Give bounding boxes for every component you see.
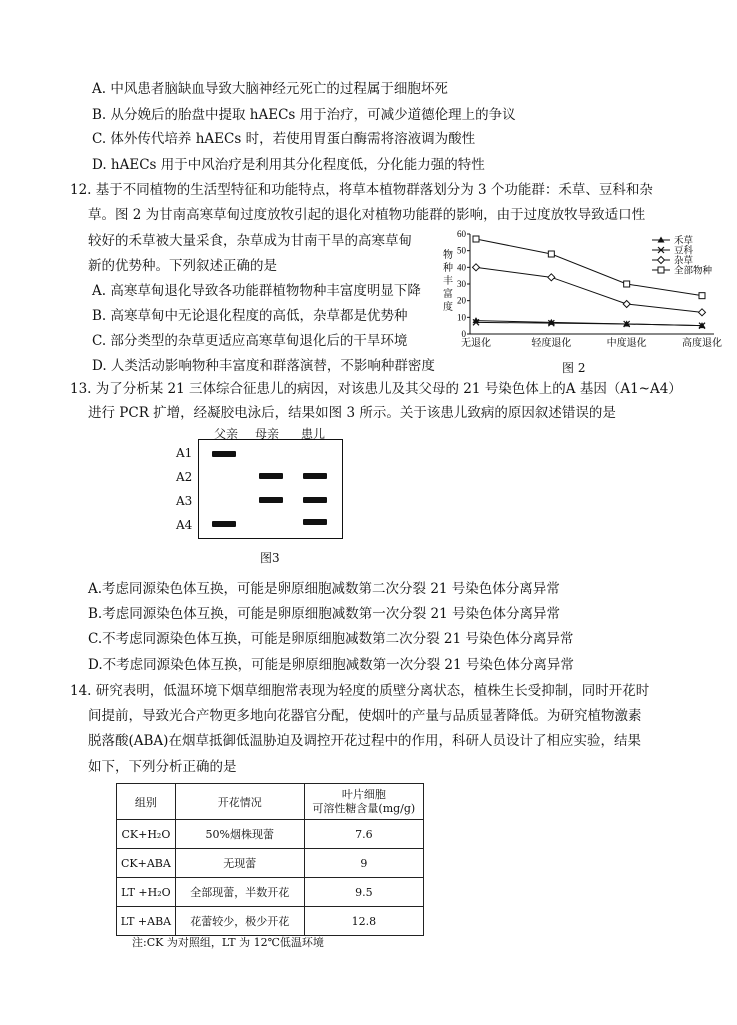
legend-marker xyxy=(658,267,664,273)
gel-band-mother-a3 xyxy=(259,497,283,503)
x-tick-label: 无退化 xyxy=(461,338,491,349)
data-point xyxy=(699,309,706,316)
series-line-3 xyxy=(476,239,702,296)
table-cell-sugar: 9.5 xyxy=(304,878,423,907)
q12-option-b: B. 高寒草甸中无论退化程度的高低，杂草都是优势种 xyxy=(92,308,408,324)
table-cell-sugar: 7.6 xyxy=(304,820,423,849)
gel-column-father: 父亲 xyxy=(214,427,239,441)
table-cell-group: LT +ABA xyxy=(117,907,176,936)
y-axis-label-char: 度 xyxy=(443,302,453,313)
q14-stem-line-4: 如下，下列分析正确的是 xyxy=(88,759,237,775)
table-cell-group: LT +H₂O xyxy=(117,878,176,907)
q14-stem-line-3: 脱落酸(ABA)在烟草抵御低温胁迫及调控开花过程中的作用，科研人员设计了相应实验，结果 xyxy=(88,733,641,749)
table-cell-flowering: 花蕾较少，极少开花 xyxy=(175,907,304,936)
table-row xyxy=(117,820,424,849)
table-header-sugar-line-1: 叶片细胞 xyxy=(341,787,386,801)
data-point xyxy=(623,301,630,308)
q11-option-c: C. 体外传代培养 hAECs 时，若使用胃蛋白酶需将溶液调为酸性 xyxy=(92,131,476,147)
y-tick-label: 30 xyxy=(457,279,466,289)
gel-row-a4: A4 xyxy=(176,518,193,532)
gel-band-child-a3 xyxy=(303,497,327,503)
q12-option-c: C. 部分类型的杂草更适应高寒草甸退化后的干旱环境 xyxy=(92,333,408,349)
q13-option-d: D.不考虑同源染色体互换，可能是卵原细胞减数第一次分裂 21 号染色体分离异常 xyxy=(88,657,574,673)
series-line-2 xyxy=(476,267,702,312)
y-axis-label-char: 丰 xyxy=(443,276,453,287)
y-tick-label: 40 xyxy=(457,262,466,273)
table-cell-flowering: 全部现蕾，半数开花 xyxy=(175,878,304,907)
q13-option-c: C.不考虑同源染色体互换，可能是卵原细胞减数第二次分裂 21 号染色体分离异常 xyxy=(88,631,574,647)
gel-column-child: 患儿 xyxy=(301,427,326,441)
table-cell-flowering: 50%烟株现蕾 xyxy=(175,820,304,849)
data-point xyxy=(548,251,554,257)
legend-label: 豆科 xyxy=(674,246,694,257)
q12-stem-line-2: 草。图 2 为甘南高寒草甸过度放牧引起的退化对植物功能群的影响，由于过度放牧导致适口性 xyxy=(88,207,646,223)
table-header-sugar-line-2: 可溶性糖含量(mg/g) xyxy=(312,801,416,815)
table-header-sugar xyxy=(304,784,423,820)
table-row xyxy=(117,907,424,936)
gel-band-child-a4 xyxy=(303,519,327,525)
q13-option-b: B.考虑同源染色体互换，可能是卵原细胞减数第一次分裂 21 号染色体分离异常 xyxy=(88,606,560,622)
gel-column-mother: 母亲 xyxy=(255,427,280,441)
gel-band-child-a2 xyxy=(303,473,327,479)
data-point xyxy=(624,281,630,287)
q12-option-a: A. 高寒草甸退化导致各功能群植物物种丰富度明显下降 xyxy=(92,283,421,299)
q12-stem-line-3: 较好的禾草被大量采食，杂草成为甘南干旱的高寒草甸 xyxy=(88,233,412,249)
gel-row-a3: A3 xyxy=(176,494,193,508)
gel-band-father-a4 xyxy=(212,521,236,527)
figure-3-caption: 图3 xyxy=(260,551,280,565)
x-tick-label: 高度退化 xyxy=(682,338,722,349)
q12-option-d: D. 人类活动影响物种丰富度和群落演替，不影响种群密度 xyxy=(92,358,435,374)
y-tick-label: 10 xyxy=(457,312,466,323)
x-tick-label: 中度退化 xyxy=(606,338,647,349)
q13-stem-line-2: 进行 PCR 扩增，经凝胶电泳后，结果如图 3 所示。关于该患儿致病的原因叙述错误的是 xyxy=(88,405,616,421)
gel-row-a1: A1 xyxy=(176,446,193,460)
gel-row-a2: A2 xyxy=(176,470,193,484)
q13-option-a: A.考虑同源染色体互换，可能是卵原细胞减数第二次分裂 21 号染色体分离异常 xyxy=(88,581,560,597)
y-axis-label-char: 物 xyxy=(443,250,453,261)
x-tick-label: 轻度退化 xyxy=(531,338,572,349)
gel-band-father-a1 xyxy=(212,451,236,457)
q11-option-b: B. 从分娩后的胎盘中提取 hAECs 用于治疗，可减少道德伦理上的争议 xyxy=(92,107,516,123)
legend-label: 杂草 xyxy=(674,256,694,267)
legend-label: 全部物种 xyxy=(674,266,713,277)
y-tick-label: 0 xyxy=(461,329,466,339)
y-tick-label: 50 xyxy=(457,245,466,256)
table-cell-group: CK+ABA xyxy=(117,849,176,878)
aba-experiment-table xyxy=(116,783,424,936)
y-axis-label-char: 富 xyxy=(443,289,453,300)
table-header-flowering: 开花情况 xyxy=(175,784,304,820)
table-cell-group: CK+H₂O xyxy=(117,820,176,849)
table-cell-sugar: 12.8 xyxy=(304,907,423,936)
table-cell-sugar: 9 xyxy=(304,849,423,878)
data-point xyxy=(473,264,480,271)
y-axis-label-char: 种 xyxy=(443,263,453,274)
q11-option-a: A. 中风患者脑缺血导致大脑神经元死亡的过程属于细胞坏死 xyxy=(92,81,448,97)
table-cell-flowering: 无现蕾 xyxy=(175,849,304,878)
data-point xyxy=(473,236,479,242)
legend-label: 禾草 xyxy=(674,236,694,247)
data-point xyxy=(699,293,705,299)
q12-stem-line-1: 12. 基于不同植物的生活型特征和功能特点，将草本植物群落划分为 3 个功能群：禾草、豆科和杂 xyxy=(70,182,653,198)
q13-stem-line-1: 13. 为了分析某 21 三体综合征患儿的病因，对该患儿及其父母的 21 号染色体上的A 基因（A1~A4） xyxy=(70,381,682,397)
table-row xyxy=(117,878,424,907)
species-richness-line-chart xyxy=(440,226,730,358)
q11-option-d: D. hAECs 用于中风治疗是利用其分化程度低，分化能力强的特性 xyxy=(92,157,485,173)
y-tick-label: 60 xyxy=(457,229,466,239)
table-row xyxy=(117,849,424,878)
q12-stem-line-4: 新的优势种。下列叙述正确的是 xyxy=(88,258,277,274)
data-point xyxy=(548,274,555,281)
q14-stem-line-2: 间提前，导致光合产物更多地向花器官分配，使烟叶的产量与品质显著降低。为研究植物激素 xyxy=(88,708,642,724)
legend-marker xyxy=(658,257,665,264)
figure-2-caption: 图 2 xyxy=(562,361,586,375)
table-note: 注:CK 为对照组，LT 为 12℃低温环境 xyxy=(132,936,324,949)
y-tick-label: 20 xyxy=(457,295,466,306)
q14-stem-line-1: 14. 研究表明，低温环境下烟草细胞常表现为轻度的质壁分离状态，植株生长受抑制，同时开花时 xyxy=(70,683,650,699)
table-header-group: 组别 xyxy=(117,784,176,820)
gel-band-mother-a2 xyxy=(259,473,283,479)
